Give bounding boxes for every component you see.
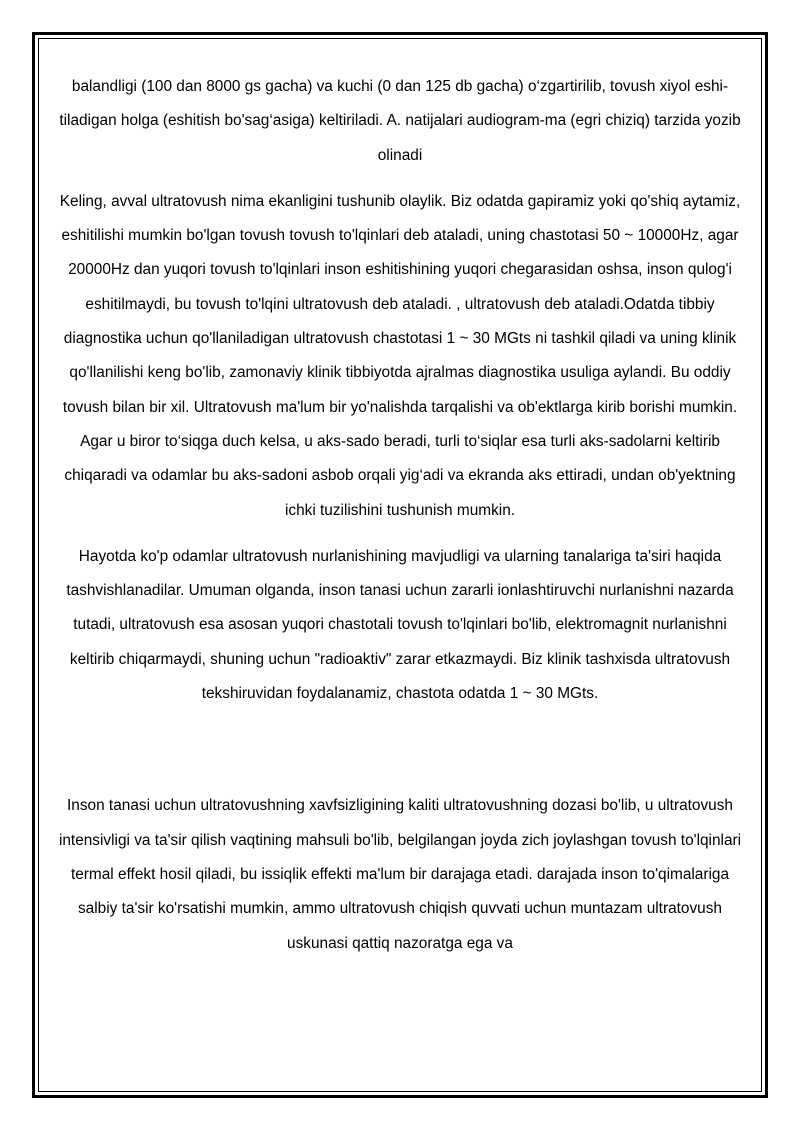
document-body [54, 70, 746, 1070]
paragraph-3: Hayotda ko'p odamlar ultratovush nurlanishining mavjudligi va ularning tanalariga ta'siri haqida tashvishlanadilar. Umuman olganda, inson tanasi uchun zararli ionlashtiruvchi nurlanishni nazarda tutadi, ultratovush esa asosan yuqori chastotali tovush to'lqinlari bo'lib, elektromagnit nurlanishni keltirib chiqarmaydi, shuning uchun "radioaktiv" zarar etkazmaydi. Biz klinik tashxisda ultratovush tekshiruvidan foydalanamiz, chastota odatda 1 ~ 30 MGts. [66, 547, 734, 703]
paragraph-1: balandligi (100 dan 8000 gs gacha) va kuchi (0 dan 125 db gacha) o‘zgartirilib, tovush xiyol eshi-tiladigan holga (eshitish bo'sag‘asiga) keltiriladi. A. natijalari audiogram-ma (egri chiziq) tarzida yozib olinadi [59, 78, 741, 164]
paragraph-4: Inson tanasi uchun ultratovushning xavfsizligining kaliti ultratovushning dozasi bo'lib, u ultratovush intensivligi va ta'sir qilish vaqtining mahsuli bo'lib, belgilangan joyda zich joylashgan tovush to'lqinlari termal effekt hosil qiladi, bu issiqlik effekti ma'lum bir darajaga etadi. darajada inson to'qimalariga salbiy ta'sir ko'rsatishi mumkin, ammo ultratovush chiqish quvvati uchun muntazam ultratovush uskunasi qattiq nazoratga ega va [58, 797, 742, 952]
paragraph-2: Keling, avval ultratovush nima ekanligini tushunib olaylik. Biz odatda gapiramiz yoki qo'shiq aytamiz, eshitilishi mumkin bo'lgan tovush tovush to'lqinlari deb ataladi, uning chastotasi 50 ~ 10000Hz, agar 20000Hz dan yuqori tovush to'lqinlari inson eshitishining yuqori chegarasidan oshsa, inson qulog'i eshitilmaydi, bu tovush to'lqini ultratovush deb ataladi. , ultratovush deb ataladi.Odatda tibbiy diagnostika uchun qo'llaniladigan ultratovush chastotasi 1 ~ 30 MGts ni tashkil qiladi va uning klinik qo'llanilishi keng bo'lib, zamonaviy klinik tibbiyotda ajralmas diagnostika usuliga aylandi. Bu oddiy tovush bilan bir xil. Ultratovush ma'lum bir yo'nalishda tarqalishi va ob'ektlarga kirib borishi mumkin. Agar u biror to‘siqga duch kelsa, u aks-sado beradi, turli to‘siqlar esa turli aks-sadolarni keltirib chiqaradi va odamlar bu aks-sadoni asbob orqali yig‘adi va ekranda aks ettiradi, undan ob'yektning ichki tuzilishini tushunish mumkin. [59, 192, 741, 519]
